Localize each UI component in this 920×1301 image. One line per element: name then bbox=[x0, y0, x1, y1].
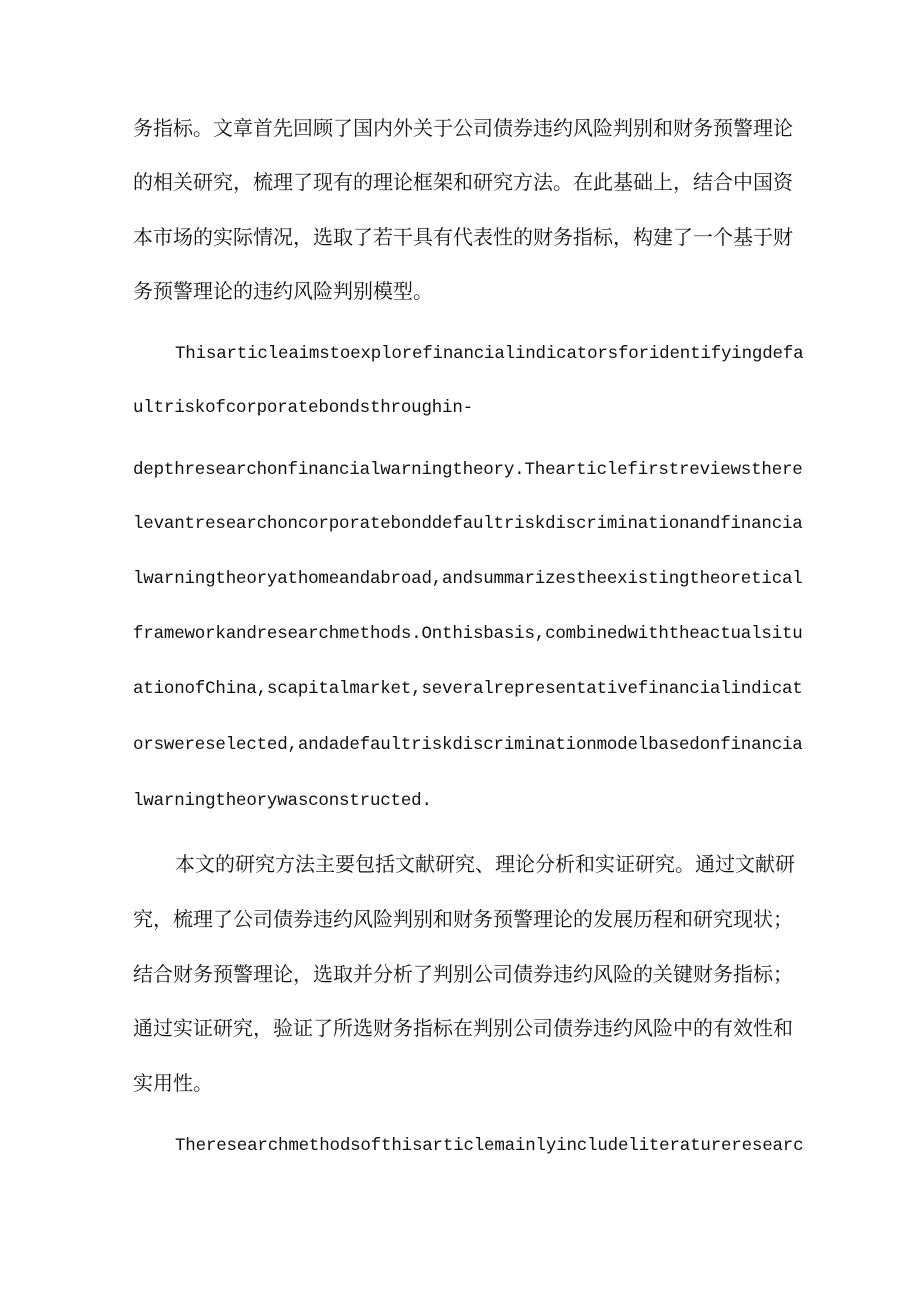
paragraph-3-line-5: 实用性。 bbox=[133, 1071, 213, 1095]
paragraph-4-line-1: Theresearchmethodsofthisarticlemainlyincludeliteratureresearc bbox=[175, 1136, 804, 1156]
paragraph-3-line-2: 究，梳理了公司债券违约风险判别和财务预警理论的发展历程和研究现状； bbox=[133, 907, 793, 931]
paragraph-2-line-4: levantresearchoncorporatebonddefaultriskdiscriminationandfinancia bbox=[133, 514, 803, 534]
paragraph-2-line-2: ultriskofcorporatebondsthroughin- bbox=[133, 398, 473, 418]
paragraph-2-line-8: orswereselected,andadefaultriskdiscriminationmodelbasedonfinancia bbox=[133, 735, 803, 755]
paragraph-2-line-9: lwarningtheorywasconstructed. bbox=[133, 791, 432, 811]
paragraph-2-line-6: frameworkandresearchmethods.Onthisbasis,combinedwiththeactualsitu bbox=[133, 624, 803, 644]
paragraph-3-line-3: 结合财务预警理论，选取并分析了判别公司债券违约风险的关键财务指标； bbox=[133, 962, 793, 986]
paragraph-1-line-1: 务指标。文章首先回顾了国内外关于公司债券违约风险判别和财务预警理论 bbox=[133, 116, 793, 140]
paragraph-2-line-7: ationofChina,scapitalmarket,severalrepresentativefinancialindicat bbox=[133, 679, 803, 699]
paragraph-3-line-4: 通过实证研究，验证了所选财务指标在判别公司债券违约风险中的有效性和 bbox=[133, 1016, 793, 1040]
paragraph-3-line-1: 本文的研究方法主要包括文献研究、理论分析和实证研究。通过文献研 bbox=[175, 852, 795, 876]
paragraph-2-line-1: Thisarticleaimstoexplorefinancialindicatorsforidentifyingdefa bbox=[175, 344, 804, 364]
paragraph-1-line-3: 本市场的实际情况，选取了若干具有代表性的财务指标，构建了一个基于财 bbox=[133, 225, 793, 249]
paragraph-1-line-4: 务预警理论的违约风险判别模型。 bbox=[133, 279, 433, 303]
paragraph-2-line-5: lwarningtheoryathomeandabroad,andsummarizestheexistingtheoretical bbox=[133, 569, 803, 589]
paragraph-1-line-2: 的相关研究，梳理了现有的理论框架和研究方法。在此基础上，结合中国资 bbox=[133, 170, 793, 194]
paragraph-2-line-3: depthresearchonfinancialwarningtheory.Thearticlefirstreviewsthere bbox=[133, 460, 803, 480]
